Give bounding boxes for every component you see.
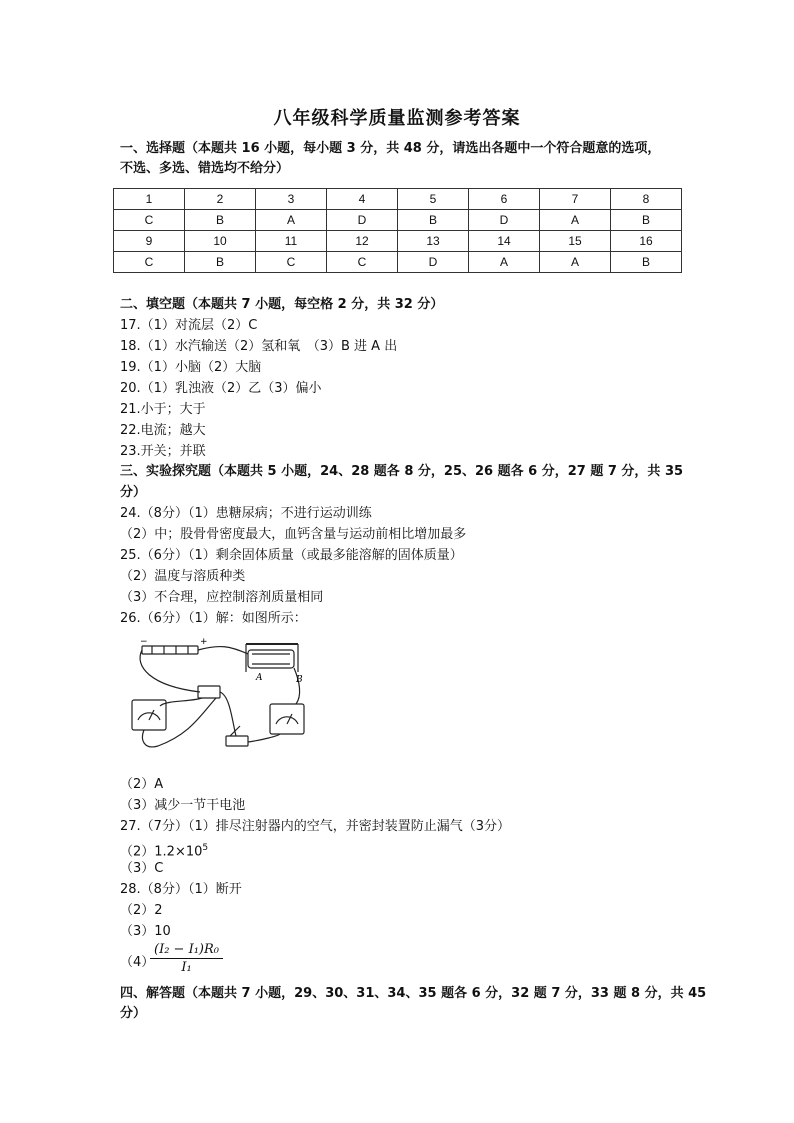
page-title: 八年级科学质量监测参考答案 bbox=[273, 108, 521, 129]
table-cell: 12 bbox=[327, 231, 398, 252]
table-cell: 11 bbox=[256, 231, 327, 252]
table-row bbox=[114, 189, 682, 210]
table-cell: A bbox=[540, 252, 611, 273]
table-cell: 16 bbox=[611, 231, 682, 252]
battery-plus-label: + bbox=[200, 637, 208, 647]
table-row bbox=[114, 231, 682, 252]
circuit-diagram bbox=[130, 636, 330, 754]
answer-line-28-4-prefix: （4） bbox=[120, 955, 155, 970]
table-cell: 7 bbox=[540, 189, 611, 210]
section4-heading-cont: 分） bbox=[120, 1006, 147, 1021]
answer-line-24-2: （2）中；股骨骨密度最大，血钙含量与运动前相比增加最多 bbox=[120, 527, 467, 542]
formula-denominator: I₁ bbox=[181, 960, 192, 975]
answer-line-20: 20.（1）乳浊液（2）乙（3）偏小 bbox=[120, 381, 322, 396]
table-cell: 10 bbox=[185, 231, 256, 252]
section4-heading: 四、解答题（本题共 7 小题，29、30、31、34、35 题各 6 分，32 题 7 分，33 题 8 分，共 45 bbox=[120, 986, 707, 1001]
answer-line-22: 22.电流；越大 bbox=[120, 423, 206, 438]
table-cell: 5 bbox=[398, 189, 469, 210]
table-cell: C bbox=[327, 252, 398, 273]
section2-heading: 二、填空题（本题共 7 小题，每空格 2 分，共 32 分） bbox=[120, 297, 444, 312]
answer-line-24-1: 24.（8分）（1）患糖尿病；不进行运动训练 bbox=[120, 506, 372, 521]
answer-line-26-1: 26.（6分）（1）解：如图所示： bbox=[120, 611, 307, 626]
terminal-b-label: B bbox=[296, 675, 303, 685]
table-cell: B bbox=[185, 252, 256, 273]
table-row bbox=[114, 252, 682, 273]
table-cell: 15 bbox=[540, 231, 611, 252]
table-cell: 4 bbox=[327, 189, 398, 210]
table-cell: A bbox=[256, 210, 327, 231]
answer-line-28-1: 28.（8分）（1）断开 bbox=[120, 882, 242, 897]
section3-heading: 三、实验探究题（本题共 5 小题，24、28 题各 8 分，25、26 题各 6 分，27 题 7 分，共 35 bbox=[120, 464, 684, 479]
answer-27-2-base: （2）1.2×10 bbox=[120, 844, 203, 860]
table-cell: D bbox=[327, 210, 398, 231]
answer-line-28-3: （3）10 bbox=[120, 924, 171, 939]
battery-minus-label: − bbox=[140, 637, 148, 647]
terminal-a-label: A bbox=[256, 673, 263, 683]
answer-27-2-exponent: 5 bbox=[202, 843, 209, 853]
table-cell: 2 bbox=[185, 189, 256, 210]
table-cell: C bbox=[114, 210, 185, 231]
table-cell: 9 bbox=[114, 231, 185, 252]
answer-line-27-3: （3）C bbox=[120, 861, 164, 876]
answer-line-19: 19.（1）小脑（2）大脑 bbox=[120, 360, 262, 375]
table-cell: 14 bbox=[469, 231, 540, 252]
answer-line-17: 17.（1）对流层（2）C bbox=[120, 318, 258, 333]
table-cell: C bbox=[114, 252, 185, 273]
ammeter bbox=[270, 704, 304, 734]
answer-line-28-2: （2）2 bbox=[120, 903, 163, 918]
battery-pack bbox=[142, 646, 198, 654]
table-cell: C bbox=[256, 252, 327, 273]
answer-line-21: 21.小于；大于 bbox=[120, 402, 206, 417]
table-cell: A bbox=[540, 210, 611, 231]
answer-line-18: 18.（1）水汽输送（2）氢和氧 （3）B 进 A 出 bbox=[120, 339, 398, 354]
switch bbox=[226, 736, 248, 746]
answer-line-25-3: （3）不合理，应控制溶剂质量相同 bbox=[120, 590, 324, 605]
answer-line-26-2: （2）A bbox=[120, 777, 164, 792]
answer-line-27-1: 27.（7分）（1）排尽注射器内的空气，并密封装置防止漏气（3分） bbox=[120, 819, 510, 834]
formula-fraction bbox=[150, 942, 223, 975]
table-row bbox=[114, 210, 682, 231]
table-cell: B bbox=[611, 252, 682, 273]
table-cell: D bbox=[398, 252, 469, 273]
table-cell: 13 bbox=[398, 231, 469, 252]
table-cell: B bbox=[611, 210, 682, 231]
answer-line-25-1: 25.（6分）（1）剩余固体质量（或最多能溶解的固体质量） bbox=[120, 548, 463, 563]
answer-line-26-3: （3）减少一节干电池 bbox=[120, 798, 246, 813]
table-cell: D bbox=[469, 210, 540, 231]
table-cell: 6 bbox=[469, 189, 540, 210]
table-cell: 1 bbox=[114, 189, 185, 210]
section1-heading: 一、选择题（本题共 16 小题，每小题 3 分，共 48 分，请选出各题中一个符合题意的选项， bbox=[120, 141, 661, 156]
section3-heading-cont: 分） bbox=[120, 485, 147, 500]
answer-line-25-2: （2）温度与溶质种类 bbox=[120, 569, 246, 584]
table-cell: B bbox=[185, 210, 256, 231]
formula-numerator: (I₂ − I₁)R₀ bbox=[150, 942, 223, 959]
section1-heading-cont: 不选、多选、错选均不给分） bbox=[120, 161, 290, 176]
switch-block bbox=[198, 686, 220, 698]
table-cell: 8 bbox=[611, 189, 682, 210]
answer-table bbox=[113, 188, 682, 273]
rheostat bbox=[248, 650, 294, 668]
table-cell: B bbox=[398, 210, 469, 231]
table-cell: 3 bbox=[256, 189, 327, 210]
voltmeter bbox=[132, 700, 166, 730]
answer-line-23: 23.开关；并联 bbox=[120, 444, 206, 459]
table-cell: A bbox=[469, 252, 540, 273]
